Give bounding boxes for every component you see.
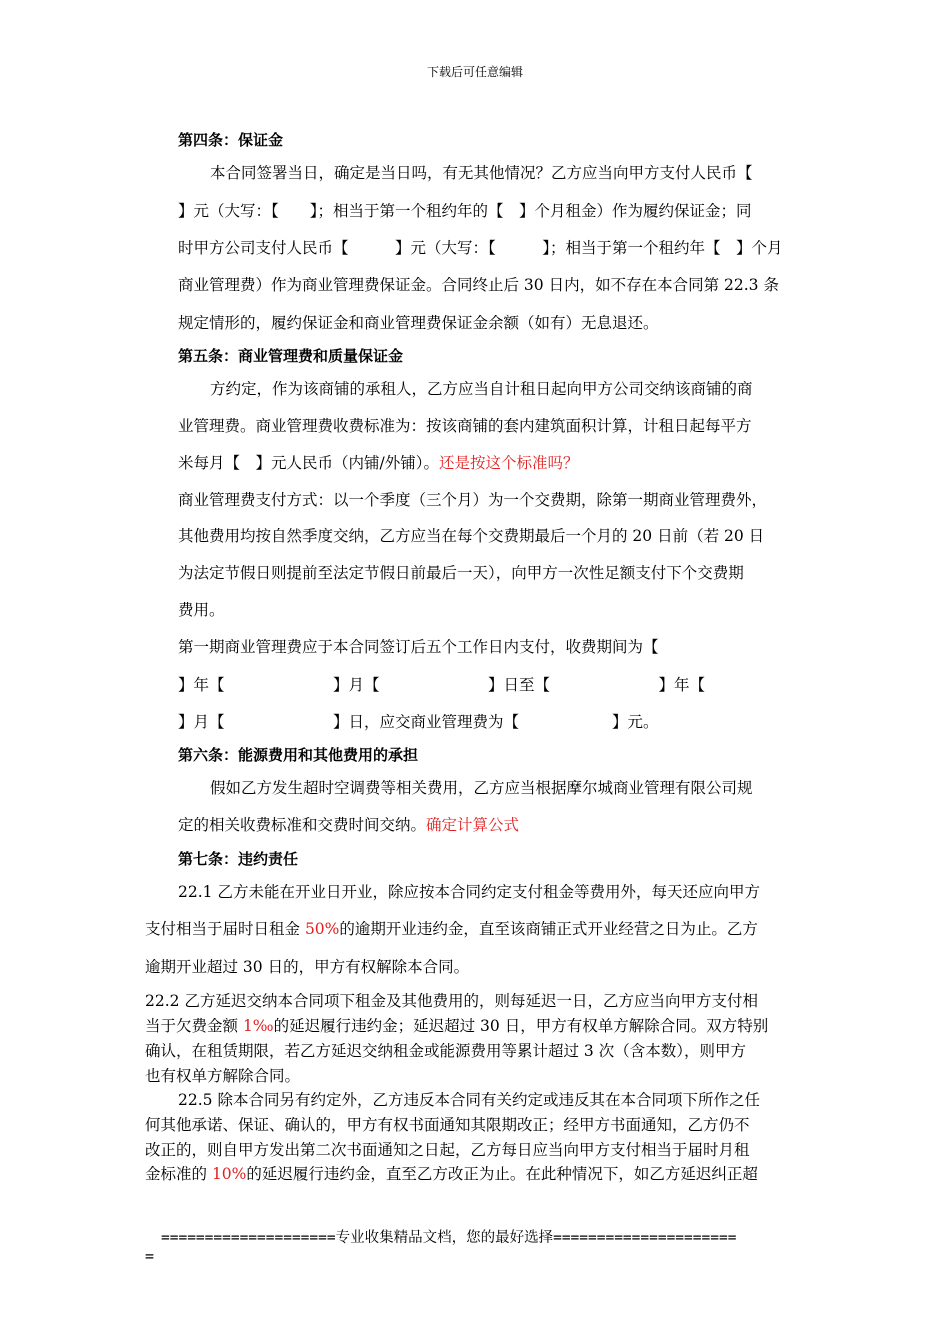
article-4-line: 】元（大写：【 】；相当于第一个租约年的【 】个月租金）作为履约保证金；同 [178,202,752,220]
article-5-line: 】年【 】月【 】日至【 】年【 [178,676,706,694]
clause-22-2-line: 确认，在租赁期限，若乙方延迟交纳租金或能源费用等累计超过 3 次（含本数），则甲方 [145,1042,746,1060]
article-6-heading: 第六条：能源费用和其他费用的承担 [178,746,419,764]
article-6-line [178,815,519,835]
article-5-line: 为法定节假日则提前至法定节假日前最后一天），向甲方一次性足额支付下个交费期 [178,564,744,582]
article-6-line: 假如乙方发生超时空调费等相关费用，乙方应当根据摩尔城商业管理有限公司规 [210,779,753,797]
article-5-text: 米每月【 】元人民币（内铺/外铺）。 [178,454,439,472]
article-5-line: 业管理费。商业管理费收费标准为：按该商铺的套内建筑面积计算，计租日起每平方 [178,417,752,435]
clause-text: 当于欠费金额 [145,1017,243,1035]
article-5-heading: 第五条：商业管理费和质量保证金 [178,347,404,365]
page-footer: ====================专业收集精品文档，您的最好选择===================== [161,1230,737,1246]
clause-22-5-line: 何其他承诺、保证、确认的，甲方有权书面通知其限期改正；经甲方书面通知，乙方仍不 [145,1116,750,1134]
clause-22-1-line: 22.1 乙方未能在开业日开业，除应按本合同约定支付租金等费用外，每天还应向甲方 [178,883,760,901]
article-4-line: 本合同签署当日，确定是当日吗，有无其他情况？乙方应当向甲方支付人民币【 [210,164,753,182]
penalty-rate: 10% [211,1165,247,1183]
article-5-line: 方约定，作为该商铺的承租人，乙方应当自计租日起向甲方公司交纳该商铺的商 [210,380,753,398]
article-4-line: 商业管理费）作为商业管理费保证金。合同终止后 30 日内，如不存在本合同第 22.3 条 [178,276,779,294]
clause-22-1-line [145,919,758,939]
article-4-heading: 第四条：保证金 [178,131,284,149]
clause-22-5-line: 改正的，则自甲方发出第二次书面通知之日起，乙方每日应当向甲方支付相当于届时月租 [145,1141,750,1159]
article-6-text: 定的相关收费标准和交费时间交纳。 [178,816,427,834]
clause-text: 支付相当于届时日租金 [145,920,305,938]
article-5-line: 费用。 [178,601,225,619]
article-7-heading: 第七条：违约责任 [178,850,299,868]
article-5-line: 第一期商业管理费应于本合同签订后五个工作日内支付，收费期间为【 [178,638,659,656]
penalty-rate: 50% [304,920,340,938]
clause-text: 金标准的 [145,1165,212,1183]
clause-text: 的延迟履行违约金；延迟超过 30 日，甲方有权单方解除合同。双方特别 [273,1017,769,1035]
article-5-line: 其他费用均按自然季度交纳，乙方应当在每个交费期最后一个月的 20 日前（若 20 日 [178,527,765,545]
article-5-line: 商业管理费支付方式：以一个季度（三个月）为一个交费期，除第一期商业管理费外， [178,491,768,509]
page-header: 下载后可任意编辑 [426,65,523,79]
article-4-line: 规定情形的，履约保证金和商业管理费保证金余额（如有）无息退还。 [178,314,659,332]
clause-22-5-line: 22.5 除本合同另有约定外，乙方违反本合同有关约定或违反其在本合同项下所作之任 [178,1091,760,1109]
article-5-line: 】月【 】日，应交商业管理费为【 】元。 [178,713,659,731]
page-footer-continuation: = [145,1247,155,1265]
review-comment: 确定计算公式 [426,816,520,834]
review-comment: 还是按这个标准吗？ [438,454,579,472]
penalty-rate: 1‰ [242,1017,274,1035]
clause-22-2-line: 也有权单方解除合同。 [145,1067,301,1085]
clause-22-2-line [145,1016,768,1036]
clause-text: 的逾期开业违约金，直至该商铺正式开业经营之日为止。乙方 [339,920,758,938]
clause-22-2-line: 22.2 乙方延迟交纳本合同项下租金及其他费用的，则每延迟一日，乙方应当向甲方支付相 [145,992,758,1010]
clause-22-1-line: 逾期开业超过 30 日的，甲方有权解除本合同。 [145,958,470,976]
clause-22-5-line [145,1164,758,1184]
article-4-line: 时甲方公司支付人民币【 】元（大写：【 】；相当于第一个租约年【 】个月 [178,239,783,257]
article-5-line [178,453,579,473]
clause-text: 的延迟履行违约金，直至乙方改正为止。在此种情况下，如乙方延迟纠正超 [246,1165,758,1183]
